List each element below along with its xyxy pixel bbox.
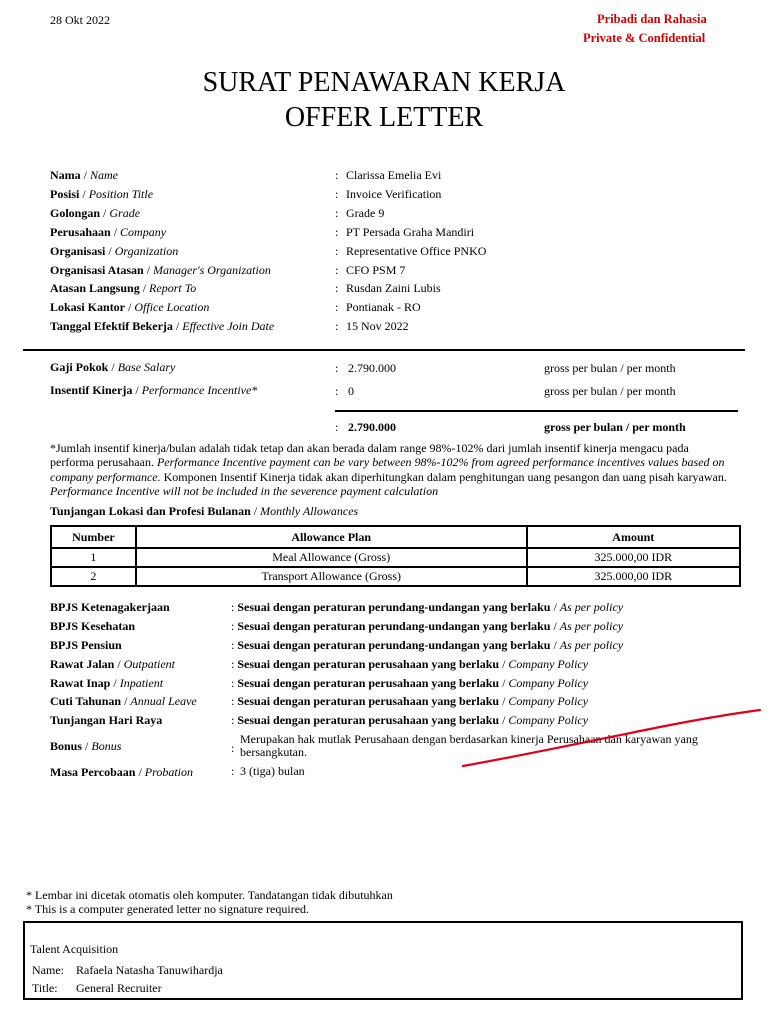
info-label: Nama [50,168,81,182]
benefit-value: : Sesuai dengan peraturan perusahaan yang berlaku / Company Policy [231,676,589,690]
benefit-value-id: Sesuai dengan peraturan perusahaan yang berlaku [237,713,500,727]
info-label-en: Office Location [134,300,210,314]
colon: : [335,244,339,258]
table-row [51,548,740,567]
probation-label-en: Probation [144,765,194,779]
benefit-value: : Sesuai dengan peraturan perusahaan yang berlaku / Company Policy [231,694,589,708]
benefit-value: : Sesuai dengan peraturan perusahaan yang berlaku / Company Policy [231,657,589,671]
info-value: Clarissa Emelia Evi [346,168,442,182]
benefit-label-id: Cuti Tahunan [50,694,122,708]
benefit-label [50,713,162,727]
info-row-join-date: Tanggal Efektif Bekerja / Effective Join Date [50,319,275,333]
table-row [51,567,740,586]
benefit-value-id: Sesuai dengan peraturan perusahaan yang berlaku [237,694,500,708]
colon: : [335,420,339,434]
confidential-label-en: Private & Confidential [583,31,706,45]
allowances-heading-id: Tunjangan Lokasi dan Profesi Bulanan [50,504,251,518]
cell-amount: 325.000,00 IDR [527,567,740,586]
total-divider [335,410,738,412]
salary-label: Insentif Kinerja [50,383,133,397]
benefit-label-en: Annual Leave [130,694,197,708]
benefit-value-en: Company Policy [508,657,589,671]
probation-label-id: Masa Percobaan [50,765,136,779]
bonus-label: Bonus / Bonus [50,739,122,753]
info-label-en: Organization [114,244,179,258]
benefit-label-en: Inpatient [119,676,164,690]
info-value: Invoice Verification [346,187,442,201]
info-row-report-to: Atasan Langsung / Report To [50,281,197,295]
signatory-title-label: Title: [32,981,58,995]
benefit-value: : Sesuai dengan peraturan perundang-undangan yang berlaku / As per policy [231,619,624,633]
benefit-value: : Sesuai dengan peraturan perusahaan yang berlaku / Company Policy [231,713,589,727]
base-salary-unit: gross per bulan / per month [544,361,676,375]
info-label-en: Report To [149,281,197,295]
info-label: Golongan [50,206,101,220]
benefit-value-en: Company Policy [508,694,589,708]
info-label: Tanggal Efektif Bekerja [50,319,173,333]
benefit-value-en: Company Policy [508,713,589,727]
salary-row-base: Gaji Pokok / Base Salary [50,360,176,374]
colon: : [231,764,235,778]
benefit-label-id: Tunjangan Hari Raya [50,713,163,727]
benefit-value-id: Sesuai dengan peraturan perundang-undangan yang berlaku [237,638,551,652]
benefit-label [50,638,122,652]
benefit-value-id: Sesuai dengan peraturan perusahaan yang berlaku [237,657,500,671]
benefit-value-id: Sesuai dengan peraturan perundang-undangan yang berlaku [237,600,551,614]
info-row-company: Perusahaan / Company [50,225,167,239]
benefit-label-en: Outpatient [123,657,176,671]
info-label-en: Company [120,225,167,239]
colon: : [335,384,339,398]
table-header-row [51,526,740,548]
info-label: Lokasi Kantor [50,300,126,314]
salary-label: Gaji Pokok [50,360,109,374]
colon: : [335,300,339,314]
benefit-label [50,619,135,633]
benefit-value-id: Sesuai dengan peraturan perundang-undangan yang berlaku [237,619,551,633]
note-text-en: Performance Incentive will not be included in the severence payment calculation [50,483,439,498]
benefit-value: : Sesuai dengan peraturan perundang-undangan yang berlaku / As per policy [231,600,624,614]
benefit-label-id: Rawat Jalan [50,657,115,671]
info-label-en: Position Title [88,187,154,201]
colon: : [335,319,339,333]
signatory-name: Rafaela Natasha Tanuwihardja [76,963,223,977]
benefit-value-en: Company Policy [508,676,589,690]
benefit-label-id: BPJS Kesehatan [50,619,136,633]
info-row-name: Nama / Name [50,168,119,182]
benefit-value: : Sesuai dengan peraturan perundang-undangan yang berlaku / As per policy [231,638,624,652]
info-row-office-location: Lokasi Kantor / Office Location [50,300,210,314]
colon: : [335,206,339,220]
allowances-table [50,525,741,587]
info-value: Grade 9 [346,206,385,220]
colon: : [335,225,339,239]
benefit-value-en: As per policy [559,600,624,614]
info-row-grade: Golongan / Grade [50,206,141,220]
signatory-name-label: Name: [32,963,64,977]
incentive-value: 0 [348,384,354,398]
incentive-unit: gross per bulan / per month [544,384,676,398]
info-value: Representative Office PNKO [346,244,487,258]
colon: : [231,741,235,755]
note-text-en: Performance Incentive payment can be vary between 98%-102% from agreed performance incentives values based on company performance. [50,455,725,484]
info-label: Posisi [50,187,80,201]
allowances-heading: Tunjangan Lokasi dan Profesi Bulanan / Monthly Allowances [50,504,359,518]
signatory-box [23,921,743,1000]
benefit-label-id: Rawat Inap [50,676,111,690]
salary-label-en: Base Salary [117,360,176,374]
allowances-heading-en: Monthly Allowances [260,504,359,518]
colon: : [335,361,339,375]
colon: : [335,187,339,201]
probation-value: 3 (tiga) bulan [240,764,305,778]
bonus-label-id: Bonus [50,739,83,753]
info-value: 15 Nov 2022 [346,319,409,333]
total-salary-unit: gross per bulan / per month [544,420,686,434]
column-header-amount: Amount [527,526,740,548]
cell-number: 2 [51,567,136,586]
info-value: CFO PSM 7 [346,263,406,277]
benefit-value-en: As per policy [559,638,624,652]
info-label-en: Grade [109,206,141,220]
note-text: Komponen Insentif Kinerja tidak akan diperhitungkan dalam penghitungan uang pesangon dan uang pisah karyawan. [163,469,727,484]
page-title: SURAT PENAWARAN KERJA [202,67,566,98]
benefit-value-id: Sesuai dengan peraturan perusahaan yang berlaku [237,676,500,690]
footer-note-id: * Lembar ini dicetak otomatis oleh komputer. Tandatangan tidak dibutuhkan [26,888,393,902]
pen-annotation [455,700,768,775]
cell-number: 1 [51,548,136,567]
column-header-plan: Allowance Plan [136,526,527,548]
info-value: PT Persada Graha Mandiri [346,225,475,239]
incentive-note [50,441,730,498]
section-divider [23,349,745,351]
benefit-label: Cuti Tahunan / Annual Leave [50,694,197,708]
colon: : [335,281,339,295]
info-label-en: Manager's Organization [153,263,271,277]
info-label: Organisasi Atasan [50,263,144,277]
benefit-label-id: BPJS Pensiun [50,638,122,652]
column-header-number: Number [51,526,136,548]
confidential-label-id: Pribadi dan Rahasia [597,12,707,26]
colon: : [335,263,339,277]
note-text: *Jumlah insentif kinerja/bulan adalah tidak tetap dan akan berada dalam range 98%-102% dari jumlah insentif kinerja mengacu pada performa perusahaan. [50,441,689,470]
benefit-label [50,600,170,614]
signatory-dept: Talent Acquisition [30,942,119,956]
info-value: Pontianak - RO [346,300,421,314]
benefit-value-en: As per policy [559,619,624,633]
footer-note-en: * This is a computer generated letter no signature required. [26,902,310,916]
benefit-label-id: BPJS Ketenagakerjaan [50,600,170,614]
salary-row-incentive: Insentif Kinerja / Performance Incentive* [50,383,258,397]
benefit-label: Rawat Inap / Inpatient [50,676,164,690]
info-label: Perusahaan [50,225,111,239]
benefit-label: Rawat Jalan / Outpatient [50,657,176,671]
info-label: Atasan Langsung [50,281,140,295]
info-row-organization: Organisasi / Organization [50,244,179,258]
cell-plan: Transport Allowance (Gross) [136,567,527,586]
info-label: Organisasi [50,244,106,258]
info-row-manager-org: Organisasi Atasan / Manager's Organization [50,263,271,277]
bonus-label-en: Bonus [91,739,122,753]
letter-date: 28 Okt 2022 [50,13,110,27]
probation-label: Masa Percobaan / Probation [50,765,194,779]
info-row-position: Posisi / Position Title [50,187,154,201]
page-subtitle: OFFER LETTER [284,102,484,133]
cell-plan: Meal Allowance (Gross) [136,548,527,567]
base-salary-value: 2.790.000 [348,361,396,375]
cell-amount: 325.000,00 IDR [527,548,740,567]
info-value: Rusdan Zaini Lubis [346,281,441,295]
info-label-en: Effective Join Date [182,319,275,333]
signatory-title: General Recruiter [76,981,162,995]
bonus-value: Merupakan hak mutlak Perusahaan dengan berdasarkan kinerja Perusahaan dan karyawan yang bersangkutan. [240,732,698,759]
salary-label-en: Performance Incentive* [141,383,258,397]
colon: : [335,168,339,182]
info-label-en: Name [90,168,119,182]
total-salary-value: 2.790.000 [348,420,396,434]
